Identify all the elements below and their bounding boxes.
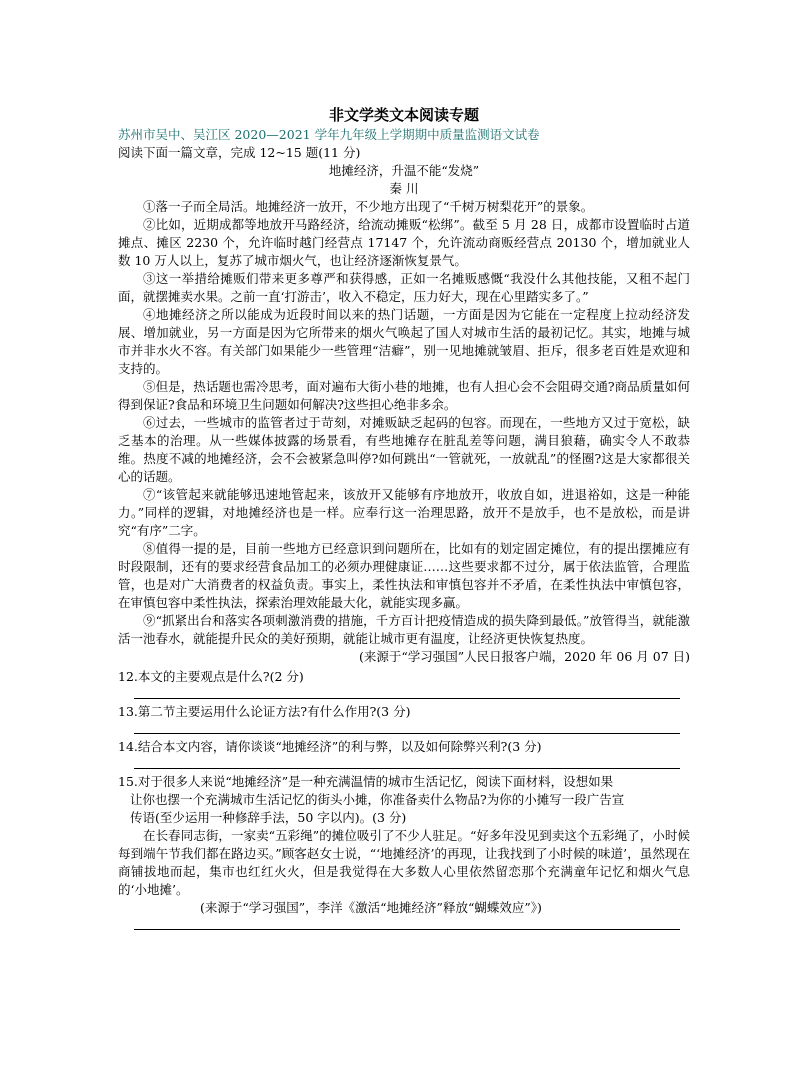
page-title: 非文学类文本阅读专题: [328, 106, 479, 124]
article-author: 秦 川: [389, 181, 419, 196]
paragraph-1: ①落一子而全局活。地摊经济一放开，不少地方出现了“千树万树梨花开”的景象。: [143, 199, 594, 214]
question-14: 14.结合本文内容，请你谈谈“地摊经济”的利与弊，以及如何除弊兴利?(3 分): [118, 739, 542, 754]
answer-line-14[interactable]: [134, 756, 680, 769]
answer-line-13[interactable]: [134, 721, 680, 734]
question-15-line-1: 15.对于很多人来说“地摊经济”是一种充满温情的城市生活记忆，阅读下面材料，设想如果: [118, 774, 614, 789]
instruction: 阅读下面一篇文章，完成 12~15 题(11 分): [118, 145, 361, 160]
article-citation: (来源于“学习强国”人民日报客户端，2020 年 06 月 07 日): [358, 649, 690, 664]
article-title: 地摊经济，升温不能“发烧”: [328, 163, 480, 178]
answer-line-12[interactable]: [134, 686, 680, 699]
paragraph-5: ⑤但是，热话题也需冷思考，面对遍布大街小巷的地摊，也有人担心会不会阻碍交通?商品质量如何得到保证?食品和环境卫生问题如何解决?这些担心绝非多余。: [118, 379, 690, 412]
paragraph-2: ②比如，近期成都等地放开马路经济，给流动摊贩“松绑”。截至 5 月 28 日，成都市设置临时占道摊点、摊区 2230 个，允许临时越门经营点 17147 个，允许流动商贩经营点 20130 个，增加就业人数 10 万人以上，复苏了城市烟火气，也让经济逐渐恢复景气。: [118, 217, 690, 268]
material-text: 在长春同志街，一家卖“五彩绳”的摊位吸引了不少人驻足。“好多年没见到卖这个五彩绳了，小时候每到端午节我们都在路边买。”顾客赵女士说，“‘地摊经济’的再现，让我找到了小时候的味道’，虽然现在商铺拔地而起，集市也红红火火，但是我觉得在大多数人心里依然留恋那个充满童年记忆和烟火气息的‘小地摊’。: [118, 828, 690, 897]
question-15-line-2: 让你也摆一个充满城市生活记忆的街头小摊，你准备卖什么物品?为你的小摊写一段广告宣: [130, 792, 625, 807]
question-13: 13.第二节主要运用什么论证方法?有什么作用?(3 分): [118, 704, 411, 719]
question-12: 12.本文的主要观点是什么?(2 分): [118, 669, 304, 684]
paragraph-6: ⑥过去，一些城市的监管者过于苛刻，对摊贩缺乏起码的包容。而现在，一些地方又过于宽松，缺乏基本的治理。从一些媒体披露的场景看，有些地摊存在脏乱差等问题，满目狼藉，确实令人不敢恭维。热度不减的地摊经济，会不会被紧急叫停?如何跳出“一管就死，一放就乱”的怪圈?这是大家都很关心的话题。: [118, 415, 690, 484]
paragraph-8: ⑧值得一提的是，目前一些地方已经意识到问题所在，比如有的划定固定摊位，有的提出摆摊应有时段限制，还有的要求经营食品加工的必须办理健康证……这些要求都不过分，属于依法监管，合理监管，也是对广大消费者的权益负责。事实上，柔性执法和审慎包容并不矛盾，在柔性执法中审慎包容，在审慎包容中柔性执法，探索治理效能最大化，就能实现多赢。: [118, 541, 690, 610]
exam-page: [118, 104, 690, 934]
paragraph-4: ④地摊经济之所以能成为近段时间以来的热门话题，一方面是因为它能在一定程度上拉动经济发展、增加就业，另一方面是因为它所带来的烟火气唤起了国人对城市生活的最初记忆。其实，地摊与城市并非水火不容。有关部门如果能少一些管理“洁癖”，别一见地摊就皱眉、拒斥，很多老百姓是欢迎和支持的。: [118, 307, 690, 376]
question-15-line-3: 传语(至少运用一种修辞手法，50 字以内)。(3 分): [130, 810, 407, 825]
answer-line-15[interactable]: [134, 917, 680, 930]
paragraph-3: ③这一举措给摊贩们带来更多尊严和获得感，正如一名摊贩感慨“我没什么其他技能，又租不起门面，就摆摊卖水果。之前一直‘打游击’，收入不稳定，压力好大，现在心里踏实多了。”: [118, 271, 690, 304]
exam-source: 苏州市吴中、吴江区 2020—2021 学年九年级上学期期中质量监测语文试卷: [118, 127, 540, 142]
paragraph-7: ⑦“该管起来就能够迅速地管起来，该放开又能够有序地放开，收放自如，进退裕如，这是一种能力。”同样的逻辑，对地摊经济也是一样。应奉行这一治理思路，放开不是放手，也不是放松，而是讲究“有序”二字。: [118, 487, 690, 538]
question-15: [118, 773, 690, 827]
paragraph-9: ⑨“抓紧出台和落实各项刺激消费的措施，千方百计把疫情造成的损失降到最低。”放管得当，就能激活一池春水，就能提升民众的美好预期，就能让城市更有温度，让经济更快恢复热度。: [118, 613, 690, 646]
material-citation: (来源于“学习强国”，李洋《激活“地摊经济”释放“蝴蝶效应”》): [200, 900, 542, 915]
